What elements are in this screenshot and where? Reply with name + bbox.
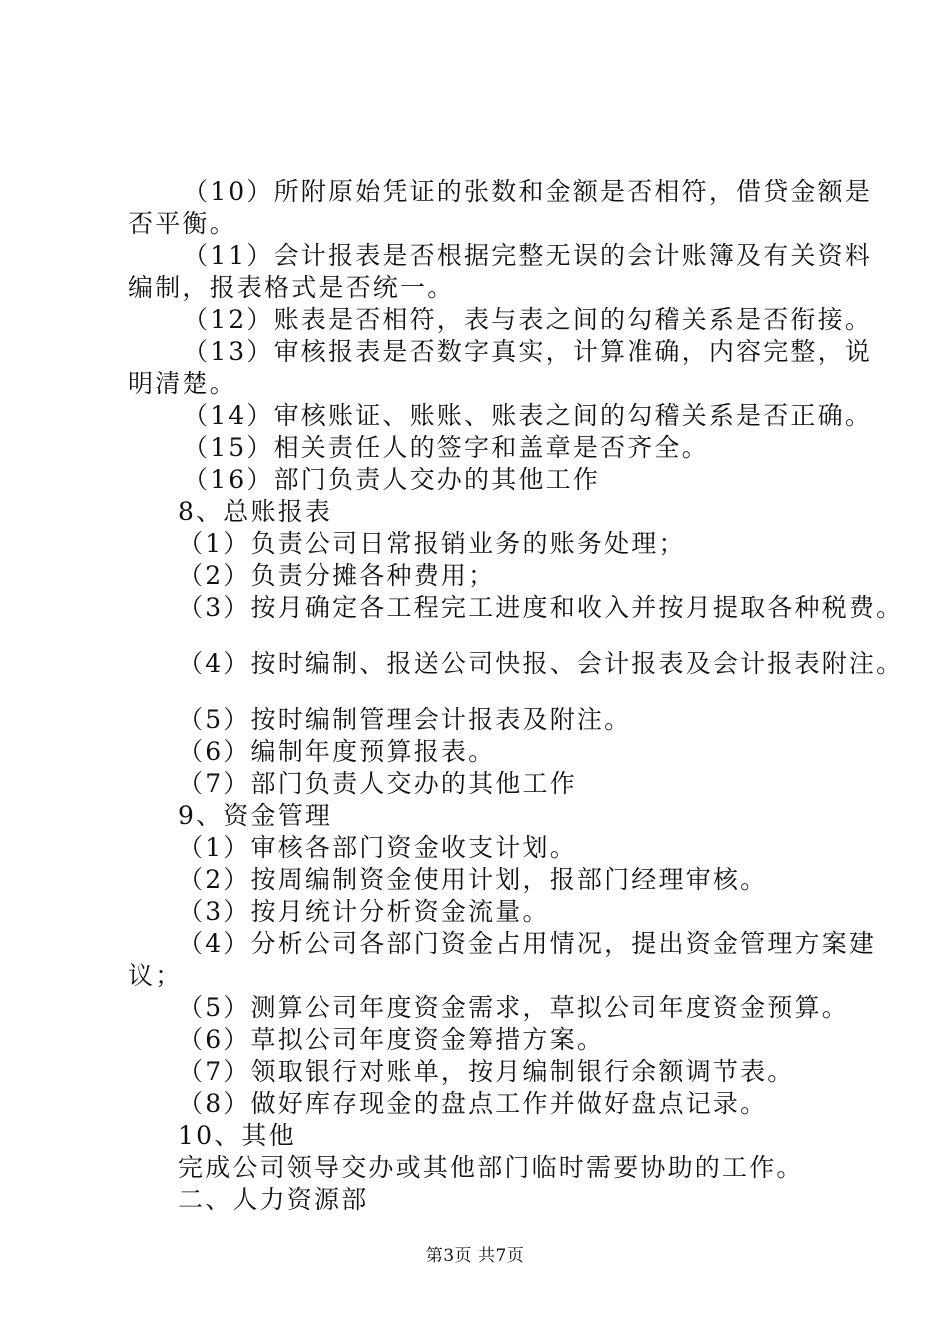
- section-heading: 10、其他: [178, 1121, 296, 1150]
- text-line: （15）相关责任人的签字和盖章是否齐全。: [183, 433, 709, 462]
- text-line: （3）按月统计分析资金流量。: [178, 897, 550, 926]
- text-line: （5）按时编制管理会计报表及附注。: [178, 705, 632, 734]
- text-line: （14）审核账证、账账、账表之间的勾稽关系是否正确。: [183, 401, 873, 430]
- text-line: （16）部门负责人交办的其他工作: [183, 465, 601, 494]
- text-line: （4）分析公司各部门资金占用情况，提出资金管理方案建: [178, 929, 877, 958]
- text-line: （3）按月确定各工程完工进度和收入并按月提取各种税费。: [178, 593, 904, 622]
- text-line: （7）部门负责人交办的其他工作: [178, 769, 577, 798]
- text-line: 否平衡。: [128, 209, 237, 238]
- section-heading: 8、总账报表: [178, 497, 333, 526]
- text-line: （13）审核报表是否数字真实，计算准确，内容完整，说: [183, 337, 873, 366]
- text-line: 议；: [128, 961, 183, 990]
- text-line: （6）草拟公司年度资金筹措方案。: [178, 1025, 605, 1054]
- text-line: （10）所附原始凭证的张数和金额是否相符，借贷金额是: [183, 177, 873, 206]
- text-line: （7）领取银行对账单，按月编制银行余额调节表。: [178, 1057, 795, 1086]
- section-heading: 二、人力资源部: [178, 1185, 369, 1214]
- text-line: （5）测算公司年度资金需求，草拟公司年度资金预算。: [178, 993, 849, 1022]
- text-line: （1）审核各部门资金收支计划。: [178, 833, 577, 862]
- text-line: （1）负责公司日常报销业务的账务处理；: [178, 529, 686, 558]
- page-number-footer: 第3页 共7页: [425, 1246, 525, 1266]
- text-line: （11）会计报表是否根据完整无误的会计账簿及有关资料: [183, 241, 873, 270]
- text-line: 明清楚。: [128, 369, 237, 398]
- text-line: （2）负责分摊各种费用；: [178, 561, 496, 590]
- text-line: （2）按周编制资金使用计划，报部门经理审核。: [178, 865, 768, 894]
- text-line: 编制，报表格式是否统一。: [128, 273, 455, 302]
- text-line: （4）按时编制、报送公司快报、会计报表及会计报表附注。: [178, 649, 904, 678]
- section-heading: 9、资金管理: [178, 801, 333, 830]
- text-line: （12）账表是否相符，表与表之间的勾稽关系是否衔接。: [183, 305, 873, 334]
- text-line: 完成公司领导交办或其他部门临时需要协助的工作。: [178, 1153, 804, 1182]
- text-line: （8）做好库存现金的盘点工作并做好盘点记录。: [178, 1089, 768, 1118]
- text-line: （6）编制年度预算报表。: [178, 737, 496, 766]
